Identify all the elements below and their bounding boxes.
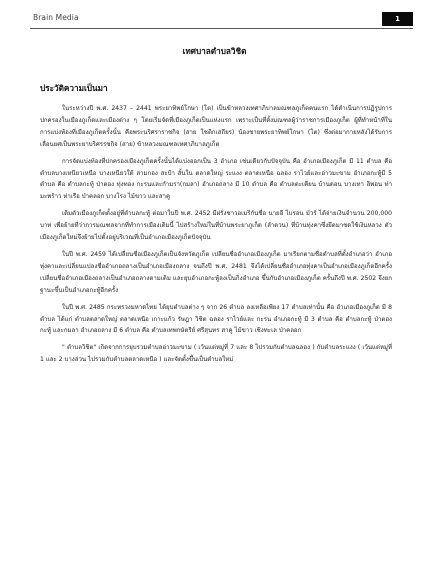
page-header bbox=[30, 12, 413, 26]
document-body bbox=[40, 103, 392, 371]
header-divider bbox=[30, 28, 413, 29]
page-number-badge: 1 bbox=[382, 12, 413, 26]
document-title: เทศบาลตำบลวิชิต bbox=[182, 46, 247, 56]
paragraph: ในปี พ.ศ. 2485 กระทรวงมหาดไทย ได้ยุบตำบลต่าง ๆ จาก 26 ตำบล ลงเหลือเพียง 17 ตำบลเท่านั้น คือ อำเภอเมืองภูเก็ต มี 8 ตำบล ได้แก่ ตำบลตลาดใหญ่ ตลาดเหนือ เกาะแก้ว รัษฎา วิชิต ฉลอง ราไวย์และ กะรน อำเภอกะทู้ มี 3 ตำบล คือ ตำบลกะทู้ ป่าตอง กะทู้ และกมลา อำเภอถลาง มี 6 ตำบล คือ ตำบลเทพกษัตรีย์ ศรีสุนทร สาคู ไม้ขาว เชิงทะเล ป่าคลอก bbox=[40, 303, 392, 335]
section-heading: ประวัติความเป็นมา bbox=[40, 83, 108, 93]
paragraph: " ตำบลวิชิต" เกิดจากการยุบรวมตำบลอ่าวมะขาม ( เว้นแต่หมู่ที่ 7 และ 8 ไปรวมกับตำบลฉลอง ) กับตำบลระแงง ( เว้นแต่หมู่ที่ 1 และ 2 บางส่วน ไปรวมกับตำบลตลาดเหนือ ) และจัดตั้งขึ้นเป็นตำบลใหม่ bbox=[40, 344, 392, 364]
paragraph: ในระหว่างปี พ.ศ. 2437 – 2441 พระยาทิพย์โกษา (โต) เป็นข้าหลวงเทศาภิบาลมณฑลภูเก็ตคนแรก ได้ดำเนินการปฏิรูปการปกครองในเมืองภูเก็ตและเมืองต่าง ๆ โดยเริ่มจัดที่เมืองภูเก็ตเป็นแห่งแรก เพราะเป็นที่ตั้งมณฑลผู้ว่าราชการเมืองภูเก็ต ผู้ที่ทำหน้าที่ในการแบ่งท้องที่เมืองภูเก็ตครั้งนั้น คือพระนริศราราชกิจ (สาย โชติกเสถียร) น้องชายพระยาทิพย์โกษา (โต) ซึ่งต่อมากายหลังได้รับการเลื่อนยศเป็นพระยาบริศรรชกิจ (สาย) ข้าหลวงมณฑลเทศาภิบาลภูเก็ต bbox=[40, 105, 392, 148]
brand-name: Brain Media bbox=[33, 13, 79, 22]
paragraph: เดิมตัวเมืองภูเก็ตตั้งอยู่ที่ตำบลกะทู้ ต่อมาในปี พ.ศ. 2452 มีฝรั่งชาวอเมริกันชื่อ นายอี ไบรอน มัวร์ ได้จ่ายเงินจำนวน 200,000 บาท เพื่อย้ายที่ว่าการมณฑลจากที่ทำการเมืองเดิมนี้ ไปสร้างใหม่ในที่บ้านพระยาภูเก็ต (ลำดวน) ที่บ้านทุ่งคาซึ่งยึดมาชดใช้เงินหลวง ตัวเมืองภูเก็ตใหม่จึงย้ายไปตั้งอยู่บริเวณที่เป็นอำเภอเมืองภูเก็ตปัจจุบัน bbox=[40, 210, 392, 242]
paragraph: การจัดแบ่งท้องที่ปกครองเมืองภูเก็ตครั้งนั้นได้แบ่งออกเป็น 3 อำเภอ เช่นเดียวกับปัจจุบัน คือ อำเภอเมืองภูเก็ต มี 11 ตำบล คือ ตำบลบางเหนียวเหนือ บางเหนียวใต้ สามกอง สะป้า สั้นใน ตลาดใหญ่ ระแงง ตลาดเหนือ ฉลอง ราไวย์และอ่าวมะขาม อำเภอกะทู้มี 5 ตำบล คือ ตำบลกะทู้ ป่าตอง ทุ่งทอง กะรนและกำมรา(กมลา) อำเภอถลาง มี 10 ตำบล คือ ตำบลตะเคียน บ้านดอน บางเทา ลิพอน ท่ามะพร้าว ท่าเรือ ป่าคลอก บางโรง ไม้ขาว และสาคู bbox=[40, 157, 392, 201]
paragraph: ในปี พ.ศ. 2459 ได้เปลี่ยนชื่อเมืองภูเก็ตเป็นจังหวัดภูเก็ต เปลี่ยนชื่ออำเภอเมืองภูเก็ต มาเรียกตามชื่อตำบลที่ตั้งอำเภอว่า อำเภอทุ่งคาและเปลี่ยนแปลงชื่ออำเภอถลางเป็นอำเภอเมืองถลาง จนถึงปี พ.ศ. 2481 จึงได้เปลี่ยนชื่ออำเภอทุ่งคาเป็นอำเภอเมืองภูเก็ตอีกครั้ง เปลี่ยนชื่ออำเภอเมืองถลางเป็นอำเภอถลางตามเดิม และยุบอำเภอกะทู้ลงเป็นกิ่งอำเภอ ขึ้นกับอำเภอเมืองภูเก็ต ครั้นถึงปี พ.ศ. 2502 จึงยกฐานะขึ้นเป็นอำเภอกะทู้อีกครั้ง bbox=[40, 250, 392, 294]
